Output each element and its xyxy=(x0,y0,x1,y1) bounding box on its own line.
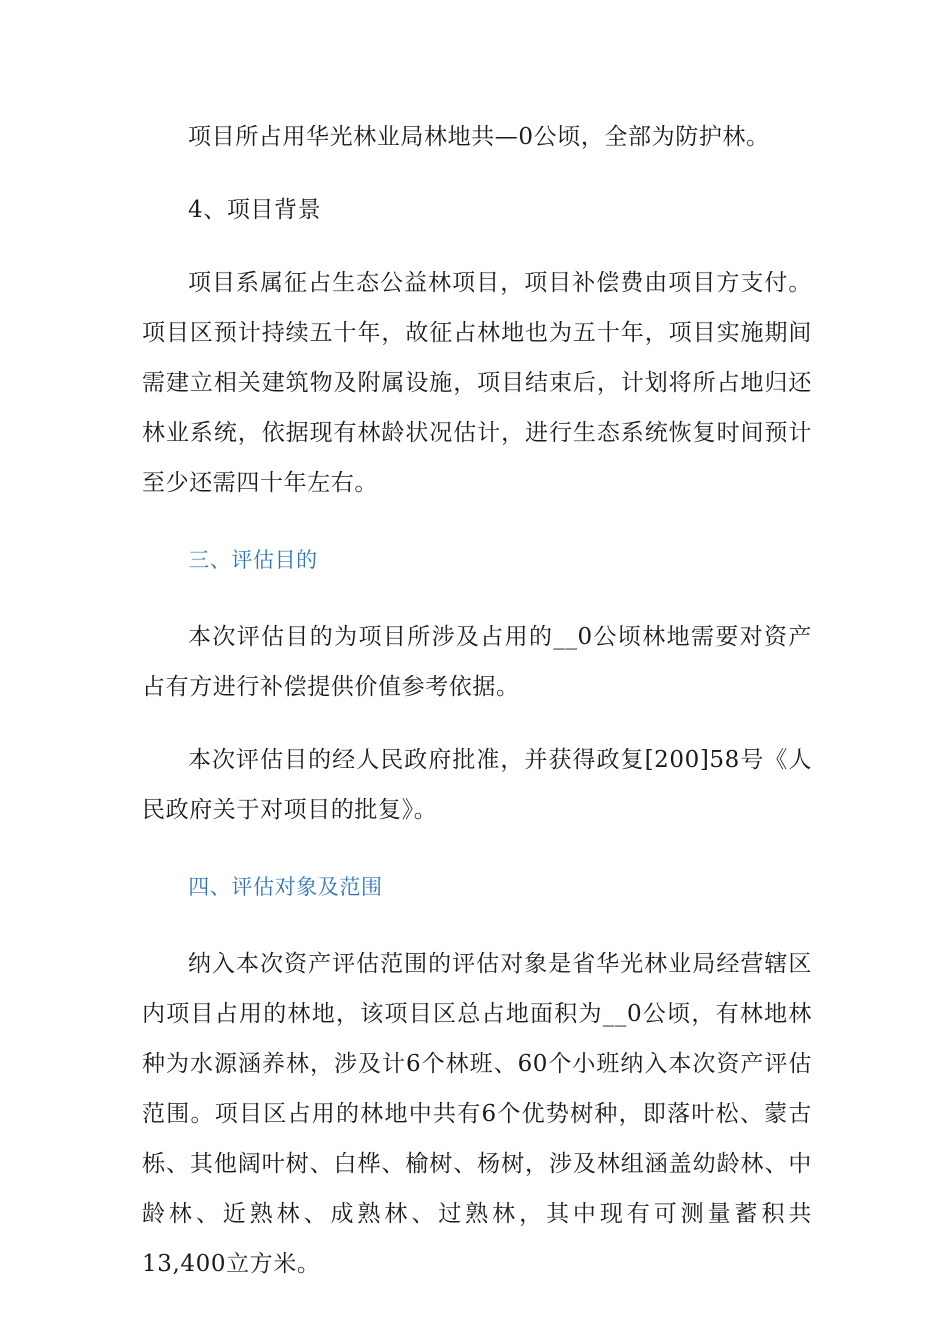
paragraph-land-area: 项目所占用华光林业局林地共—0公顷，全部为防护林。 xyxy=(188,124,770,150)
subheading-project-background: 4、项目背景 xyxy=(188,197,322,223)
document-page xyxy=(142,112,812,1289)
paragraph-evaluation-purpose-1: 本次评估目的为项目所涉及占用的__0公顷林地需要对资产占有方进行补偿提供价值参考依据。 xyxy=(142,624,812,700)
paragraph-evaluation-scope: 纳入本次资产评估范围的评估对象是省华光林业局经营辖区内项目占用的林地，该项目区总占地面积为__0公顷，有林地林种为水源涵养林，涉及计6个林班、60个小班纳入本次资产评估范围。项目区占用的林地中共有6个优势树种，即落叶松、蒙古栎、其他阔叶树、白桦、榆树、杨树，涉及林组涵盖幼龄林、中龄林、近熟林、成熟林、过熟林，其中现有可测量蓄积共13,400立方米。 xyxy=(142,951,812,1277)
paragraph-evaluation-purpose-2: 本次评估目的经人民政府批准，并获得政复[200]58号《人民政府关于对项目的批复》。 xyxy=(142,747,812,823)
heading-evaluation-scope: 四、评估对象及范围 xyxy=(188,875,383,899)
heading-evaluation-purpose: 三、评估目的 xyxy=(188,548,318,572)
paragraph-project-background: 项目系属征占生态公益林项目，项目补偿费由项目方支付。项目区预计持续五十年，故征占林地也为五十年，项目实施期间需建立相关建筑物及附属设施，项目结束后，计划将所占地归还林业系统，依据现有林龄状况估计，进行生态系统恢复时间预计至少还需四十年左右。 xyxy=(142,270,812,496)
